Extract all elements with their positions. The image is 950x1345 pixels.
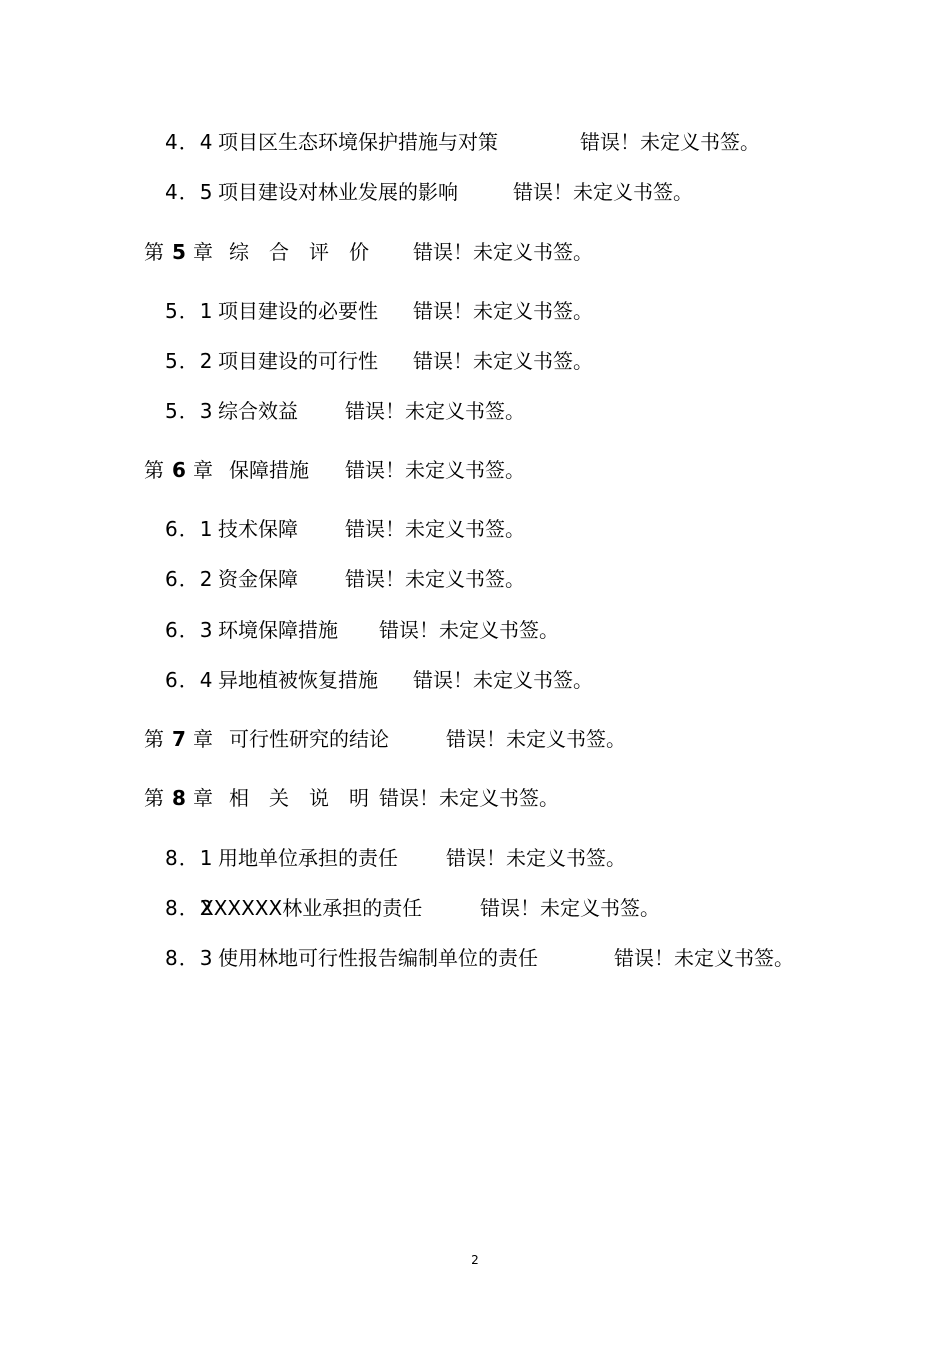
toc-entry-ref: 错误！未定义书签。: [614, 946, 794, 970]
toc-chapter-suffix: 章: [193, 458, 213, 482]
toc-entry-ref: 错误！未定义书签。: [413, 240, 593, 264]
toc-entry-number: 5．1: [165, 299, 214, 323]
toc-entry-title: 综合效益: [218, 399, 298, 423]
toc-entry-ref: 错误！未定义书签。: [580, 130, 760, 154]
toc-entry-number: 8．2: [165, 896, 214, 920]
toc-entry-title: 技术保障: [218, 517, 298, 541]
toc-entry-number: 8．1: [165, 846, 214, 870]
page-number: 2: [471, 1253, 479, 1267]
toc-entry-number: 4．4: [165, 130, 214, 154]
toc-entry-title: 异地植被恢复措施: [218, 668, 378, 692]
toc-entry-ref: 错误！未定义书签。: [446, 846, 626, 870]
toc-entry-title: 项目区生态环境保护措施与对策: [218, 130, 498, 154]
toc-entry-title: 项目建设的可行性: [218, 349, 378, 373]
toc-entry-ref: 错误！未定义书签。: [379, 786, 559, 810]
toc-entry-title: 使用林地可行性报告编制单位的责任: [218, 946, 538, 970]
toc-entry-title: 用地单位承担的责任: [218, 846, 398, 870]
toc-entry-title: 保障措施: [229, 458, 309, 482]
toc-entry-ref: 错误！未定义书签。: [513, 180, 693, 204]
toc-entry-ref: 错误！未定义书签。: [413, 349, 593, 373]
toc-entry-number: 6．2: [165, 567, 214, 591]
toc-entry-number: 5．3: [165, 399, 214, 423]
toc-entry-ref: 错误！未定义书签。: [480, 896, 660, 920]
toc-entry-ref: 错误！未定义书签。: [413, 668, 593, 692]
toc-chapter-suffix: 章: [193, 240, 213, 264]
toc-chapter-prefix: 第: [144, 458, 164, 482]
toc-entry-title: 可行性研究的结论: [229, 727, 389, 751]
toc-chapter-suffix: 章: [193, 727, 213, 751]
toc-entry-ref: 错误！未定义书签。: [345, 517, 525, 541]
toc-chapter-number: 8: [172, 786, 187, 810]
toc-chapter-prefix: 第: [144, 786, 164, 810]
toc-entry-title: 项目建设的必要性: [218, 299, 378, 323]
toc-entry-number: 6．3: [165, 618, 214, 642]
toc-entry-title: 资金保障: [218, 567, 298, 591]
toc-entry-title: 环境保障措施: [218, 618, 338, 642]
toc-entry-number: 8．3: [165, 946, 214, 970]
toc-entry-title: 综 合 评 价: [229, 240, 369, 264]
toc-entry-ref: 错误！未定义书签。: [446, 727, 626, 751]
toc-chapter-prefix: 第: [144, 727, 164, 751]
toc-entry-ref: 错误！未定义书签。: [413, 299, 593, 323]
toc-entry-number: 4．5: [165, 180, 214, 204]
toc-entry-number: 6．4: [165, 668, 214, 692]
toc-entry-title: XXXXXX林业承担的责任: [200, 896, 423, 920]
toc-entry-title: 项目建设对林业发展的影响: [218, 180, 458, 204]
toc-entry-ref: 错误！未定义书签。: [345, 399, 525, 423]
toc-chapter-suffix: 章: [193, 786, 213, 810]
toc-entry-number: 5．2: [165, 349, 214, 373]
toc-chapter-number: 6: [172, 458, 187, 482]
toc-entry-title: 相 关 说 明: [229, 786, 369, 810]
toc-chapter-number: 7: [172, 727, 187, 751]
toc-chapter-prefix: 第: [144, 240, 164, 264]
toc-entry-ref: 错误！未定义书签。: [379, 618, 559, 642]
toc-chapter-number: 5: [172, 240, 187, 264]
toc-entry-ref: 错误！未定义书签。: [345, 458, 525, 482]
toc-entry-number: 6．1: [165, 517, 214, 541]
toc-entry-ref: 错误！未定义书签。: [345, 567, 525, 591]
